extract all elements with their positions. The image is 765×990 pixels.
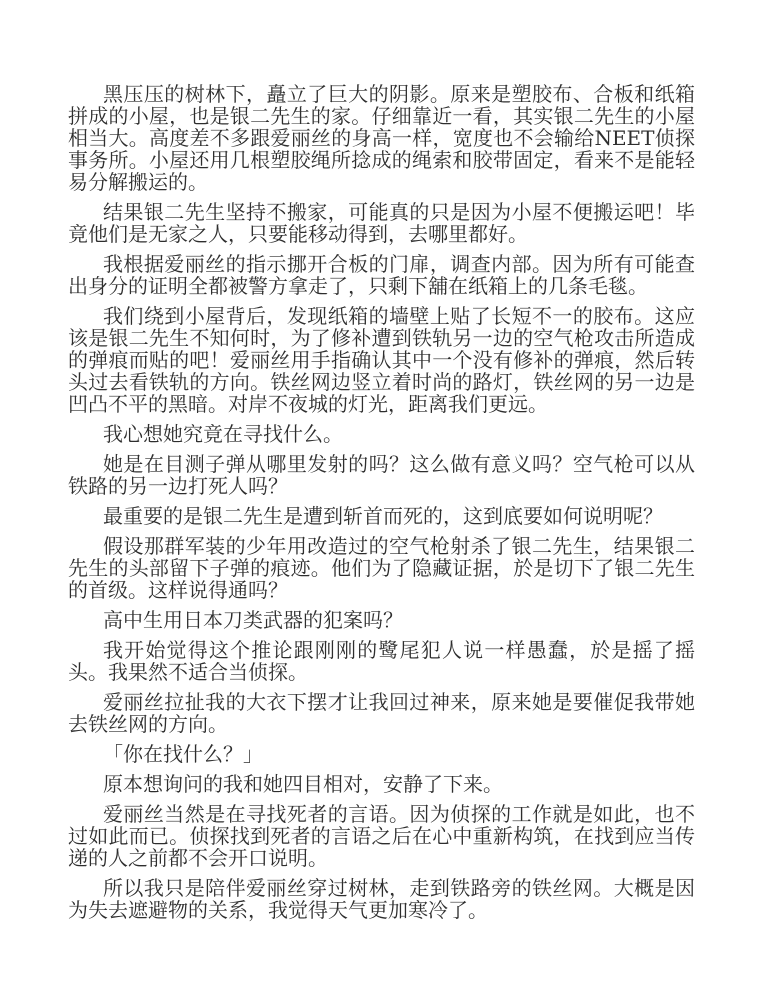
- paragraph: 黑压压的树林下，矗立了巨大的阴影。原来是塑胶布、合板和纸箱拼成的小屋，也是银二先生的家。仔细靠近一看，其实银二先生的小屋相当大。高度差不多跟爱丽丝的身高一样，宽度也不会输给NEET侦探事务所。小屋还用几根塑胶绳所捻成的绳索和胶带固定，看来不是能轻易分解搬运的。: [68, 82, 695, 194]
- paragraph: 原本想询问的我和她四目相对，安静了下来。: [103, 772, 503, 796]
- paragraph: 爱丽丝拉扯我的大衣下摆才让我回过神来，原来她是要催促我带她去铁丝网的方向。: [68, 690, 695, 736]
- paragraph: 我们绕到小屋背后，发现纸箱的墙壁上贴了长短不一的胶布。这应该是银二先生不知何时，为了修补遭到铁轨另一边的空气枪攻击所造成的弹痕而贴的吧！爱丽丝用手指确认其中一个没有修补的弹痕，然后转头过去看铁轨的方向。铁丝网边竖立着时尚的路灯，铁丝网的另一边是凹凸不平的黑暗。对岸不夜城的灯光，距离我们更远。: [68, 304, 695, 416]
- paragraph: 她是在目测子弹从哪里发射的吗？这么做有意义吗？空气枪可以从铁路的另一边打死人吗？: [68, 452, 695, 498]
- paragraph: 所以我只是陪伴爱丽丝穿过树林，走到铁路旁的铁丝网。大概是因为失去遮避物的关系，我觉得天气更加寒冷了。: [68, 876, 695, 922]
- paragraph: 高中生用日本刀类武器的犯案吗？: [103, 608, 403, 632]
- paragraph: 我心想她究竟在寻找什么。: [103, 422, 343, 446]
- paragraph: 「你在找什么？」: [103, 742, 263, 766]
- paragraph: 我开始觉得这个推论跟刚刚的鹭尾犯人说一样愚蠢，於是摇了摇头。我果然不适合当侦探。: [68, 638, 695, 684]
- paragraph: 最重要的是银二先生是遭到斩首而死的，这到底要如何说明呢？: [103, 504, 663, 528]
- page-text: [68, 83, 695, 921]
- paragraph: 我根据爱丽丝的指示挪开合板的门扉，调查内部。因为所有可能查出身分的证明全都被警方拿走了，只剩下舖在纸箱上的几条毛毯。: [68, 252, 695, 298]
- paragraph: 爱丽丝当然是在寻找死者的言语。因为侦探的工作就是如此，也不过如此而已。侦探找到死者的言语之后在心中重新构筑，在找到应当传递的人之前都不会开口说明。: [68, 802, 695, 870]
- paragraph: 假设那群军装的少年用改造过的空气枪射杀了银二先生，结果银二先生的头部留下子弹的痕迹。他们为了隐藏证据，於是切下了银二先生的首级。这样说得通吗？: [68, 534, 695, 602]
- paragraph: 结果银二先生坚持不搬家，可能真的只是因为小屋不便搬运吧！毕竟他们是无家之人，只要能移动得到，去哪里都好。: [68, 200, 695, 246]
